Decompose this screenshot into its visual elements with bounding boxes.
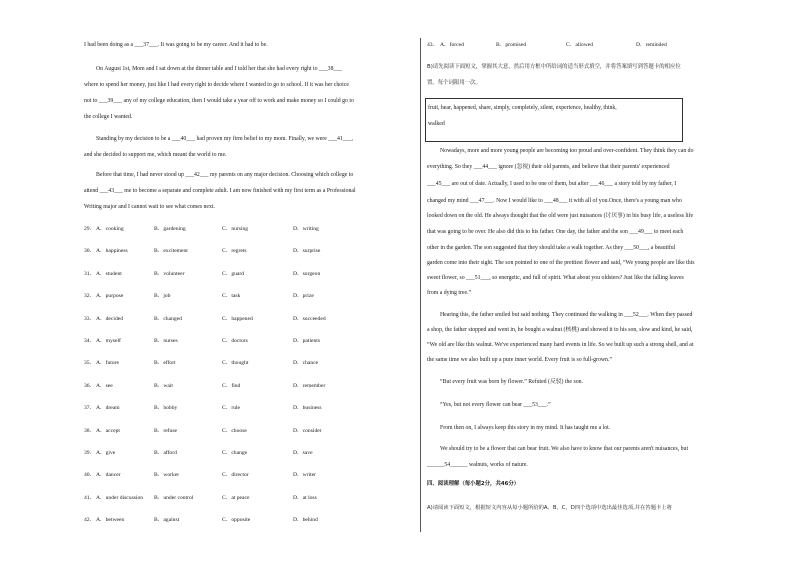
question-number: 40． bbox=[84, 472, 96, 479]
passage-line: looked down on the old. He always thought that the old were just nuisances (讨厌事) in his busy life, a useless life bbox=[427, 213, 694, 219]
option-a[interactable]: A．under discussion bbox=[96, 494, 144, 501]
option-d[interactable]: D．save bbox=[293, 450, 313, 456]
option-b[interactable]: B．job bbox=[154, 293, 171, 300]
word-box-line: walked bbox=[428, 121, 445, 127]
option-d[interactable]: D．surprise bbox=[293, 248, 321, 255]
question-number: 29． bbox=[84, 226, 96, 232]
word-box-line: fruit, hear, happened, share, simply, completely, silent, experience, healthy, think, bbox=[428, 105, 617, 111]
option-c[interactable]: C．opposite bbox=[222, 517, 251, 524]
option-a[interactable]: A．accept bbox=[96, 427, 120, 434]
passage-line: ___45___ are out of date. Actually, I used to be one of them, but after ___46___ a story told by my father, I bbox=[427, 181, 677, 187]
option-d[interactable]: D．remember bbox=[293, 382, 326, 389]
option-c[interactable]: C．at peace bbox=[222, 494, 250, 501]
passage-line: Standing by my decision to be a ___40___ had proven my firm belief to my mom. Finally, we were ___41___, bbox=[96, 136, 353, 142]
option-d[interactable]: D．prize bbox=[293, 293, 314, 300]
option-b[interactable]: B．changed bbox=[154, 315, 182, 322]
passage-line: “But every fruit was born by flower.” Refuted (反驳) the son. bbox=[440, 379, 583, 385]
question-number: 33． bbox=[84, 315, 96, 322]
passage-line: a shop, the father stopped and went in, he bought a walnut (核桃) and showed it to his son, slow and kind, he said, bbox=[427, 327, 693, 333]
question-number: 36． bbox=[84, 382, 96, 389]
option-c[interactable]: C．thought bbox=[222, 360, 249, 367]
passage-line: everything. So they ___44___ ignore (忽视) their old parents, and believe that their parents' experienced bbox=[427, 164, 670, 170]
passage-line: “We old are like this walnut. We've experienced many hard events in life. So we built up such a strong shell, and at bbox=[427, 342, 694, 348]
question-number: 30． bbox=[84, 248, 96, 255]
passage-line: changed my mind ___47___. Now I would like to ___48___ it with all of you.Once, there's a young man who bbox=[427, 198, 682, 204]
option-b[interactable]: B．effort bbox=[154, 360, 176, 367]
question-number: 32． bbox=[84, 293, 96, 300]
option-c[interactable]: C．change bbox=[222, 450, 248, 456]
option-d[interactable]: D．behind bbox=[293, 517, 318, 524]
passage-line: From then on, I always keep this story in my mind. It has taught me a lot. bbox=[440, 425, 611, 431]
option-b[interactable]: B．excitement bbox=[154, 248, 188, 255]
option-d[interactable]: D．patients bbox=[293, 338, 321, 344]
option-c[interactable]: C．choose bbox=[222, 427, 247, 434]
passage-line: that was going to be over. He also did this to his father. One day, the father and the son ___49___ to meet each bbox=[427, 229, 684, 235]
option-b[interactable]: B．volunteer bbox=[154, 270, 185, 277]
option-c[interactable]: C．guard bbox=[222, 270, 245, 277]
passage-line: We should try to be a flower that can bear fruit. We also have to know that our parents aren't nuisances, but bbox=[440, 446, 689, 452]
option-c[interactable]: C．doctors bbox=[222, 338, 248, 344]
passage-line: On August 1st, Mom and I sat down at the dinner table and I told her that she had every right to ___38___ bbox=[96, 66, 343, 72]
option-d[interactable]: D．chance bbox=[293, 360, 319, 367]
option-b[interactable]: B．promised bbox=[496, 42, 527, 48]
passage-line: and she decided to support me, which meant the world to me. bbox=[84, 152, 227, 158]
option-c[interactable]: C．rule bbox=[222, 405, 241, 412]
question-number: 43． bbox=[427, 42, 439, 48]
option-d[interactable]: D．business bbox=[293, 405, 322, 412]
column-divider bbox=[420, 38, 421, 532]
question-number: 41． bbox=[84, 494, 96, 501]
option-c[interactable]: C．find bbox=[222, 382, 241, 389]
passage-line: not to ___39___ any of my college education, then I would take a year off to work and make money so I could go to bbox=[84, 98, 354, 104]
option-b[interactable]: B．refuse bbox=[154, 427, 177, 434]
option-a[interactable]: A．cooking bbox=[96, 226, 124, 232]
question-number: 34． bbox=[84, 338, 96, 344]
option-c[interactable]: C．director bbox=[222, 472, 249, 479]
passage-line: “Yes, but not every flower can bear ___53___.” bbox=[440, 402, 551, 408]
option-d[interactable]: D．reminded bbox=[636, 42, 667, 48]
option-a[interactable]: A．dancer bbox=[96, 472, 121, 479]
passage-line: attend ___43___ me to become a separate and complete adult. I am now finished with my first term as a Professional bbox=[84, 188, 356, 194]
option-a[interactable]: A．student bbox=[96, 270, 122, 277]
passage-line: Before that time, I had never stood up ___42___ my parents on any major decision. Choosing which college to bbox=[96, 172, 354, 178]
option-a[interactable]: A．decided bbox=[96, 315, 124, 322]
option-c[interactable]: C．task bbox=[222, 293, 241, 300]
passage-line: the same time we also built up a pure inner world. Every fruit is so full-grown.” bbox=[427, 357, 612, 363]
option-d[interactable]: D．surgeon bbox=[293, 270, 321, 277]
option-a[interactable]: A．forced bbox=[440, 42, 464, 48]
question-number: 39． bbox=[84, 450, 96, 456]
option-b[interactable]: B．hobby bbox=[154, 405, 178, 412]
passage-line: the college I wanted. bbox=[84, 114, 133, 120]
passage-line: ______54______ walnuts, works of nature. bbox=[427, 462, 528, 468]
option-a[interactable]: A．future bbox=[96, 360, 119, 367]
option-d[interactable]: D．at loss bbox=[293, 494, 317, 501]
passage-line: where to spend her money, just like I had every right to decide where I wanted to go to school. If it was her choice bbox=[84, 82, 349, 88]
option-a[interactable]: A．dream bbox=[96, 405, 120, 412]
option-b[interactable]: B．under control bbox=[154, 494, 194, 501]
option-b[interactable]: B．wait bbox=[154, 382, 173, 389]
section-b-instruction: 置。每个词限用一次。 bbox=[427, 80, 481, 86]
option-b[interactable]: B．against bbox=[154, 517, 180, 524]
option-d[interactable]: D．consider bbox=[293, 427, 322, 434]
passage-line: garden come into their sight. The son pointed to one of the prettiest flower and said, “We young people are like this bbox=[427, 260, 695, 266]
option-b[interactable]: B．worker bbox=[154, 472, 180, 479]
option-c[interactable]: C．allowed bbox=[566, 42, 594, 48]
question-number: 38． bbox=[84, 427, 96, 434]
option-d[interactable]: D．succeeded bbox=[293, 315, 326, 322]
question-number: 31． bbox=[84, 270, 96, 277]
passage-line: Writing major and I cannot wait to see what comes next. bbox=[84, 204, 215, 210]
passage-line: other in the garden. The son suggested that they should take a walk together. As they ___50___, a beautiful bbox=[427, 245, 676, 251]
option-a[interactable]: A．happiness bbox=[96, 248, 128, 255]
option-b[interactable]: B．nurses bbox=[154, 338, 178, 344]
section-a-instruction: A)请阅读下面短文，根据短文内容从每小题所给的A、B、C、D四个选项中选出最佳选项,并在答题卡上将 bbox=[427, 505, 672, 511]
option-a[interactable]: A．purpose bbox=[96, 293, 124, 300]
option-a[interactable]: A．between bbox=[96, 517, 125, 524]
question-number: 42． bbox=[84, 517, 96, 524]
option-a[interactable]: A．myself bbox=[96, 338, 121, 344]
option-b[interactable]: B．gardening bbox=[154, 226, 186, 232]
option-c[interactable]: C．regrets bbox=[222, 248, 247, 255]
option-a[interactable]: A．give bbox=[96, 450, 116, 456]
option-b[interactable]: B．afford bbox=[154, 450, 177, 456]
passage-line: from a dying tree.” bbox=[427, 290, 472, 296]
option-c[interactable]: C．happened bbox=[222, 315, 253, 322]
option-c[interactable]: C．nursing bbox=[222, 226, 249, 232]
passage-line: sweet flower, so ___51___, so energetic, and full of spirit. What about you oldsters? Just like the falling leaves bbox=[427, 275, 684, 281]
option-d[interactable]: D．writing bbox=[293, 226, 319, 232]
passage-line: I had been doing as a ___37___. It was going to be my career. And it had to be. bbox=[84, 42, 268, 48]
passage-line: Hearing this, the father smiled but said nothing. They continued the walking in ___52___. When they passed bbox=[440, 312, 693, 318]
passage-line: Nowadays, more and more young people are becoming too proud and over-confident. They think they can do bbox=[440, 148, 694, 154]
option-a[interactable]: A．see bbox=[96, 382, 113, 389]
section-b-instruction: B)请先阅读下面短文，掌握其大意，然后用方框中所给词的适当形式填空，并将答案填写到答题卡的相应位 bbox=[427, 64, 681, 70]
option-d[interactable]: D．writer bbox=[293, 472, 316, 479]
question-number: 35． bbox=[84, 360, 96, 367]
question-number: 37． bbox=[84, 405, 96, 412]
section-four-heading: 四、阅读理解（每小题2分，共46分） bbox=[427, 481, 520, 487]
